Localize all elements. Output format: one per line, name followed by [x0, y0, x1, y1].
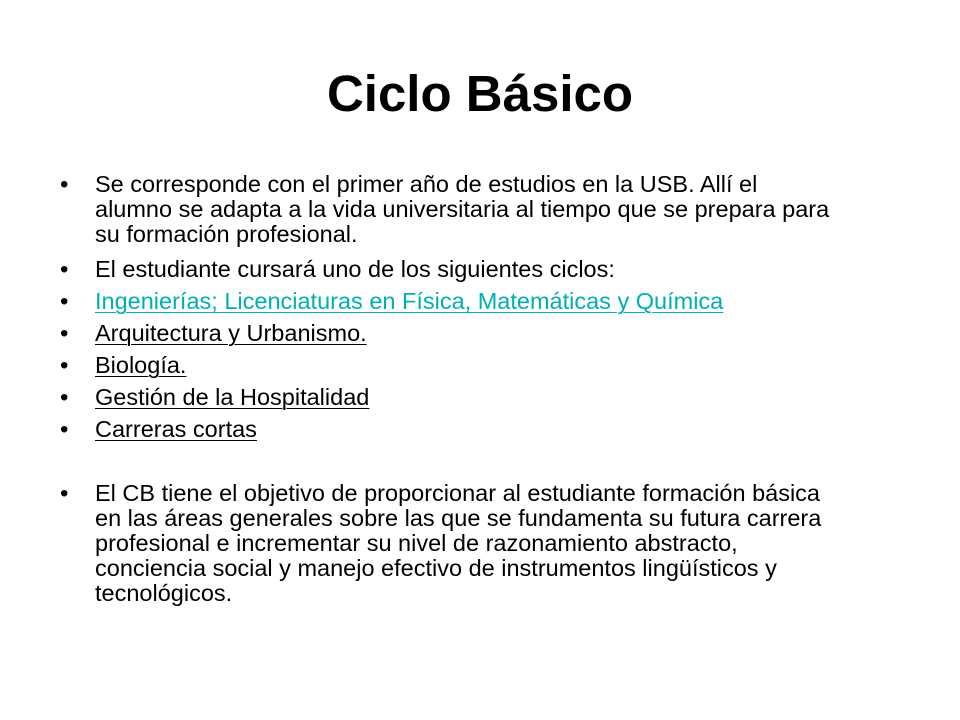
bullet-icon: • [60, 320, 69, 347]
intro-paragraph: Se corresponde con el primer año de estudios en la USB. Allí el alumno se adapta a la vida universitaria al tiempo que se prepara para su formación profesional. [95, 171, 830, 247]
bullet-icon: • [60, 416, 69, 443]
list-item [60, 172, 840, 247]
link-hospitalidad[interactable]: Gestión de la Hospitalidad [95, 384, 370, 410]
bullet-icon: • [60, 288, 69, 315]
slide-title: Ciclo Básico [326, 65, 634, 122]
link-biologia[interactable]: Biología. [95, 352, 187, 378]
link-ingenierias[interactable]: Ingenierías; Licenciaturas en Física, Matemáticas y Química [95, 288, 724, 314]
bullet-icon: • [60, 256, 69, 283]
list-item [60, 289, 840, 314]
list-item [60, 417, 840, 442]
bullet-icon: • [60, 171, 69, 198]
objective-paragraph: El CB tiene el objetivo de proporcionar al estudiante formación básica en las áreas generales sobre las que se fundamenta su futura carrera profesional e incrementar su nivel de razonamiento abstracto, conciencia social y manejo efectivo de instrumentos lingüísticos y tecnológicos. [95, 480, 822, 606]
list-item [60, 257, 840, 282]
bullet-icon: • [60, 352, 69, 379]
list-item [60, 321, 840, 346]
list-item [60, 353, 840, 378]
link-arquitectura[interactable]: Arquitectura y Urbanismo. [95, 320, 367, 346]
link-carreras-cortas[interactable]: Carreras cortas [95, 416, 257, 442]
cycles-intro-text: El estudiante cursará uno de los siguientes ciclos: [95, 256, 615, 282]
list-item [60, 385, 840, 410]
bullet-icon: • [60, 384, 69, 411]
bullet-icon: • [60, 480, 69, 507]
list-item [60, 481, 840, 606]
